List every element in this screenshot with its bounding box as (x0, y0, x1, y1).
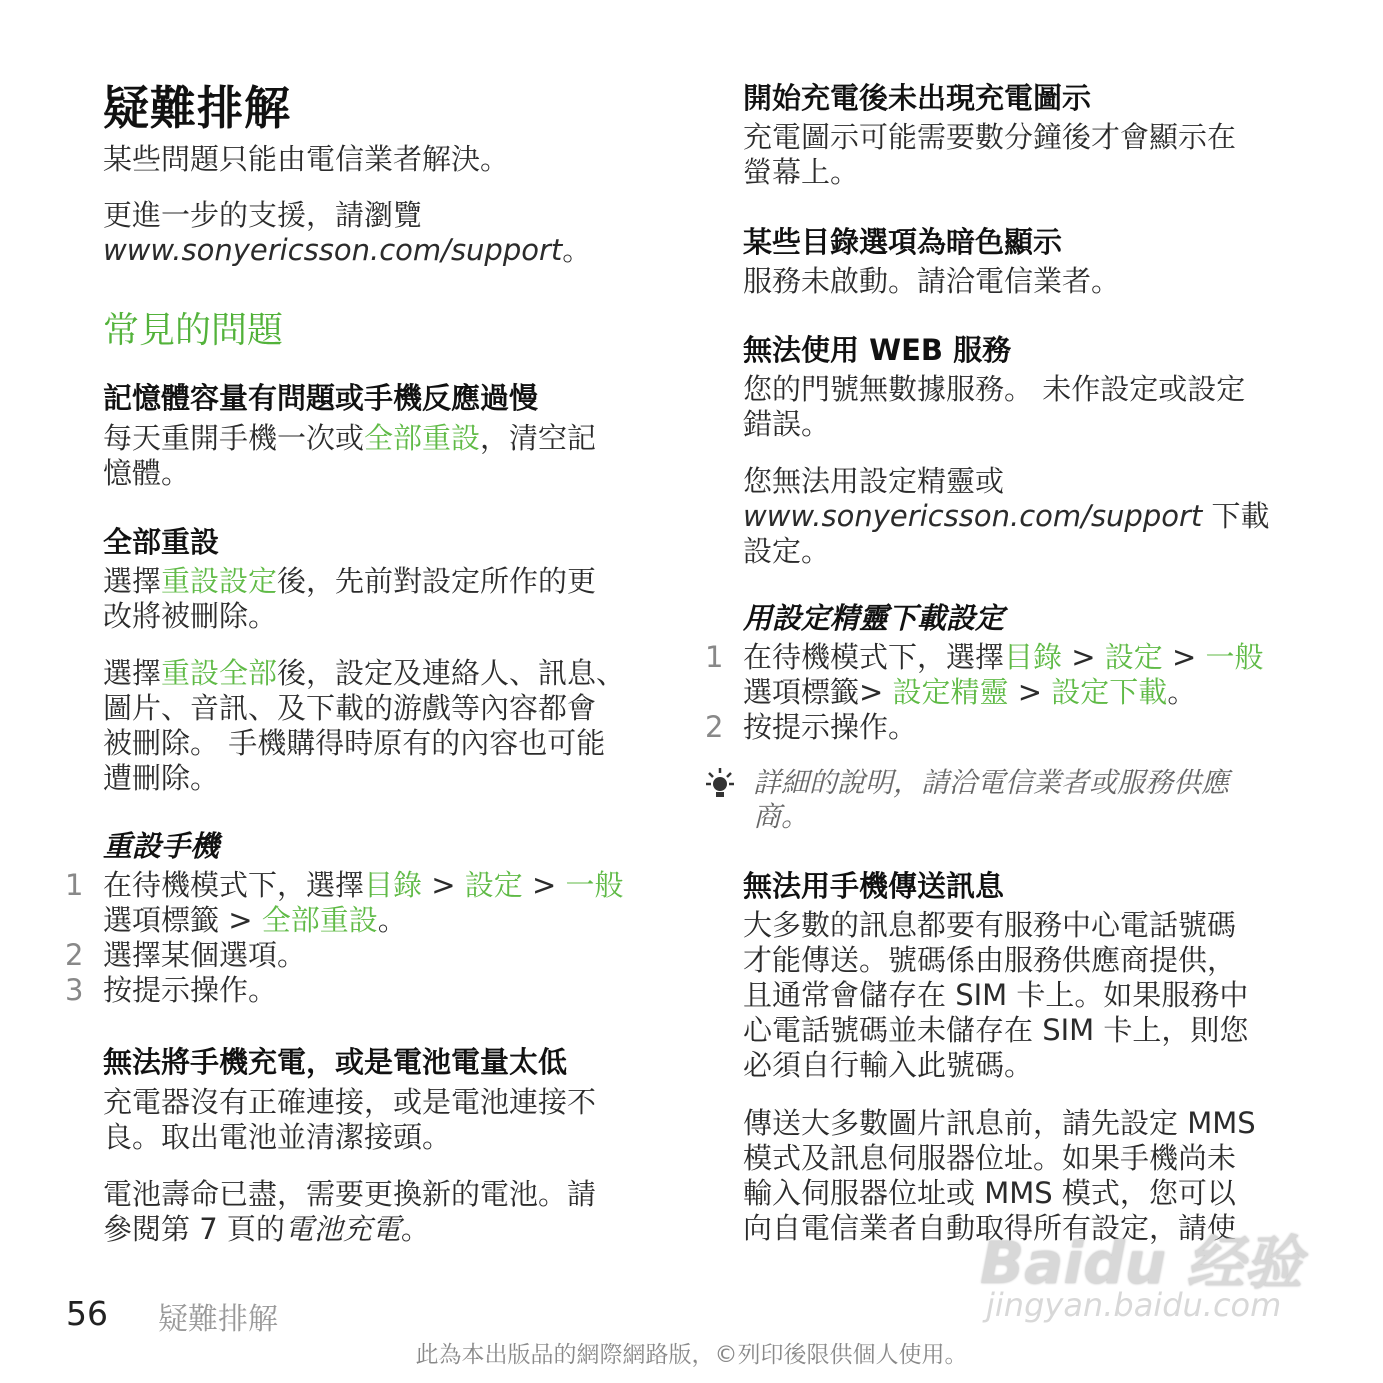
intro-paragraph: 某些問題只能由電信業者解決。 (103, 142, 510, 176)
memory-reset-link[interactable]: 全部重設 (364, 421, 481, 455)
reset-all-link[interactable]: 重設全部 (161, 656, 278, 690)
reset-settings-link[interactable]: 重設設定 (161, 564, 278, 598)
charging-heading: 無法將手機充電，或是電池電量太低 (103, 1045, 568, 1079)
watermark-brand: Baidu 经验 (980, 1229, 1303, 1297)
watermark-url: jingyan.baidu.com (986, 1286, 1282, 1324)
support-url-link[interactable]: www.sonyericsson.com/support (103, 233, 563, 267)
web-heading: 無法使用 WEB 服務 (743, 333, 1012, 367)
dimmed-heading: 某些目錄選項為暗色顯示 (743, 225, 1063, 259)
messages-paragraph-2: 傳送大多數圖片訊息前，請先設定 MMS 模式及訊息伺服器位址。如果手機尚未 輸入伺服器位址或 MMS 模式，您可以 向自電信業者自動取得所有設定，請使 (743, 1106, 1256, 1245)
lightbulb-tip-icon (703, 766, 737, 802)
reset-phone-heading: 重設手機 (103, 829, 220, 863)
no-icon-paragraph: 充電圖示可能需要數分鐘後才會顯示在 螢幕上。 (743, 120, 1237, 189)
general-link[interactable]: 一般 (1205, 640, 1264, 674)
dimmed-paragraph: 服務未啟動。請洽電信業者。 (743, 264, 1121, 298)
setup-wizard-link[interactable]: 設定精靈 (892, 675, 1009, 709)
memory-paragraph: 每天重開手機一次或全部重設，清空記 憶體。 (103, 421, 597, 490)
footer-section-title: 疑難排解 (158, 1302, 278, 1337)
footer-copyright-note: 此為本出版品的網際網路版，©列印後限供個人使用。 (415, 1342, 968, 1368)
step-number: 2 (65, 938, 84, 972)
messages-paragraph-1: 大多數的訊息都要有服務中心電話號碼 才能傳送。號碼係由服務供應商提供， 且通常會儲存在 SIM 卡上。如果服務中 心電話號碼並未儲存在 SIM 卡上，則您 必須自行輸入此號碼。 (743, 908, 1249, 1082)
charging-paragraph-1: 充電器沒有正確連接，或是電池連接不 良。取出電池並清潔接頭。 (103, 1085, 597, 1154)
faq-heading: 常見的問題 (103, 310, 284, 351)
step-number: 2 (705, 710, 724, 744)
no-icon-heading: 開始充電後未出現充電圖示 (743, 81, 1092, 115)
settings-link[interactable]: 設定 (464, 868, 523, 902)
web-support-url-link[interactable]: www.sonyericsson.com/support (743, 499, 1203, 533)
wizard-steps: 1 在待機模式下，選擇目錄 > 設定 > 一般 選項標籤> 設定精靈 > 設定下載。 2 按提示操作。 (705, 640, 1264, 744)
page-title: 疑難排解 (103, 81, 291, 135)
step-number: 3 (65, 973, 84, 1007)
web-paragraph-2: 您無法用設定精靈或 www.sonyericsson.com/support 下載 設定。 (743, 464, 1270, 568)
reset-settings-paragraph: 選擇重設設定後，先前對設定所作的更 改將被刪除。 (103, 564, 597, 633)
general-link[interactable]: 一般 (565, 868, 624, 902)
page-number: 56 (66, 1294, 108, 1333)
battery-charging-ref[interactable]: 電池充電 (284, 1212, 401, 1246)
messages-heading: 無法用手機傳送訊息 (743, 869, 1005, 903)
charging-paragraph-2: 電池壽命已盡，需要更換新的電池。請 參閱第 7 頁的電池充電。 (103, 1177, 597, 1246)
menu-link[interactable]: 目錄 (364, 868, 423, 902)
tip-text: 詳細的說明，請洽電信業者或服務供應 商。 (753, 766, 1230, 833)
wizard-heading: 用設定精靈下載設定 (743, 601, 1005, 635)
reset-all-heading: 全部重設 (103, 525, 220, 559)
menu-link[interactable]: 目錄 (1004, 640, 1063, 674)
step-number: 1 (65, 868, 84, 902)
settings-link[interactable]: 設定 (1104, 640, 1163, 674)
reset-phone-steps: 1 在待機模式下，選擇目錄 > 設定 > 一般 選項標籤 > 全部重設。 2 選擇某個選項。 3 按提示操作。 (65, 868, 624, 1007)
step-number: 1 (705, 640, 724, 674)
support-paragraph: 更進一步的支援，請瀏覽 www.sonyericsson.com/support。 (103, 198, 592, 267)
reset-all-paragraph: 選擇重設全部後，設定及連絡人、訊息、 圖片、音訊、及下載的游戲等內容都會 被刪除。 手機購得時原有的內容也可能 遭刪除。 (103, 656, 626, 795)
memory-heading: 記憶體容量有問題或手機反應過慢 (103, 381, 539, 415)
settings-download-link[interactable]: 設定下載 (1051, 675, 1168, 709)
web-paragraph-1: 您的門號無數據服務。 未作設定或設定 錯誤。 (743, 372, 1246, 441)
master-reset-link[interactable]: 全部重設 (261, 903, 378, 937)
